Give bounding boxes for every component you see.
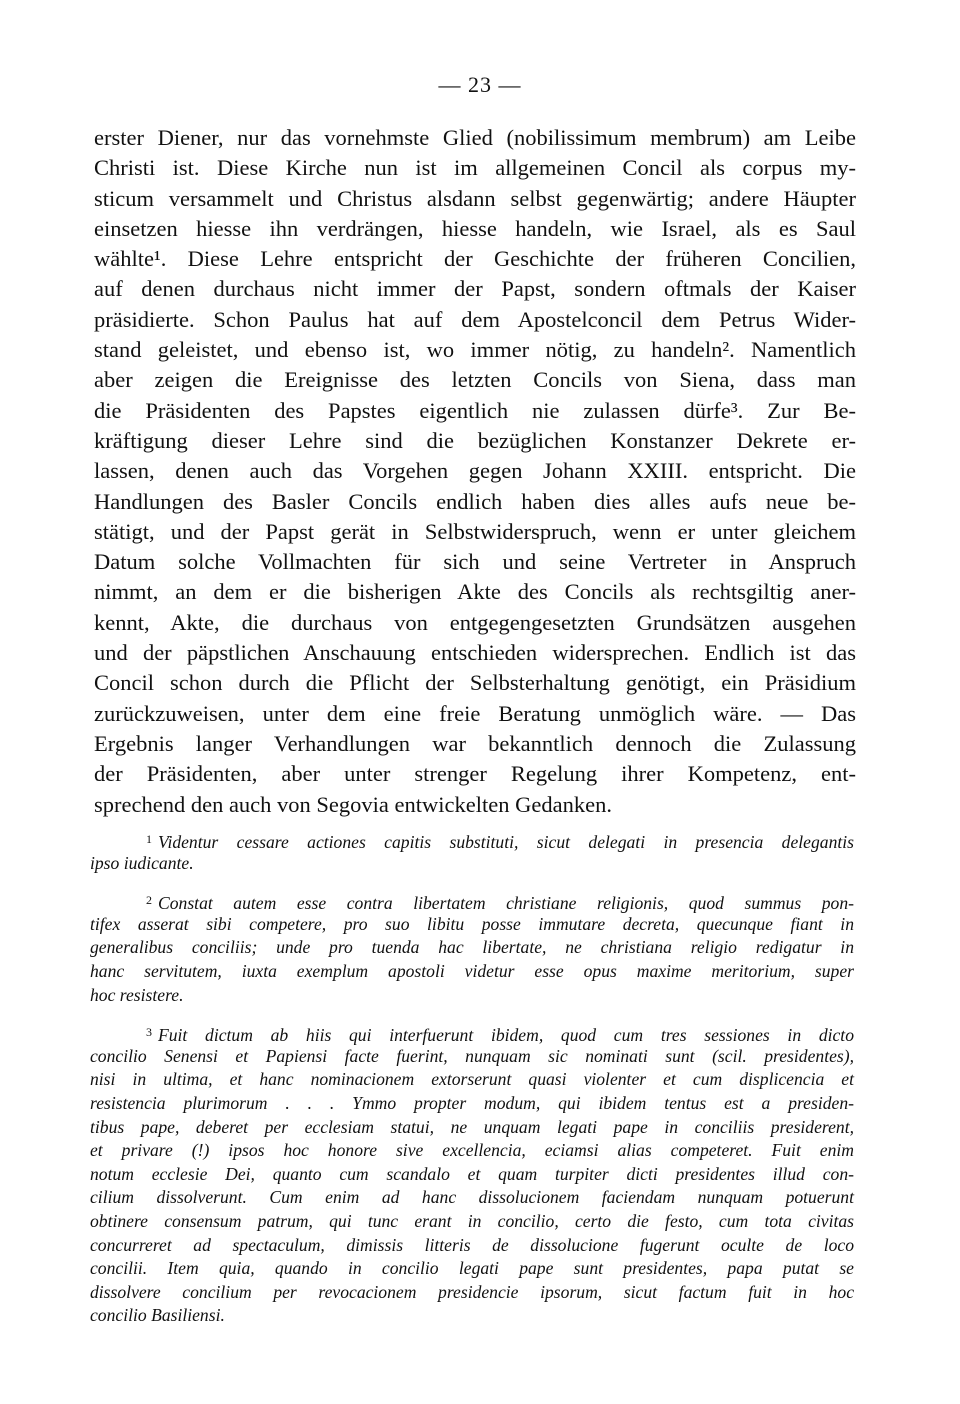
footnote-line: tibus pape, deberet per ecclesiam statui, ne unquam legati pape in conciliis presiderent, bbox=[90, 1116, 854, 1137]
footnote-line: hanc servitutem, iuxta exemplum apostoli videtur esse opus maxime meritorium, super bbox=[90, 960, 854, 981]
text-line: auf denen durchaus nicht immer der Papst, sondern oftmals der Kaiser bbox=[94, 276, 856, 302]
footnote-line: et privare (!) ipsos hoc honore sive excellencia, eciamsi alias competeret. Fuit enim bbox=[90, 1140, 854, 1161]
text-line: präsidierte. Schon Paulus hat auf dem Apostelconcil dem Petrus Wider- bbox=[94, 306, 856, 332]
footnote-text: Constat autem esse contra libertatem christiane religionis, quod summus pon- bbox=[158, 893, 854, 914]
footnote-1 bbox=[90, 828, 854, 875]
text-line: sprechend den auch von Segovia entwickelten Gedanken. bbox=[94, 791, 612, 817]
footnote-line bbox=[90, 828, 854, 852]
page-number: — 23 — bbox=[438, 72, 522, 97]
footnote-line: ipso iudicante. bbox=[90, 852, 194, 873]
footnote-line: notum ecclesie Dei, quanto cum scandalo et quam turpiter dicti presidentes illud con- bbox=[90, 1163, 854, 1184]
text-line: stand geleistet, und ebenso ist, wo immer nötig, zu handeln². Namentlich bbox=[94, 337, 856, 363]
footnotes bbox=[90, 828, 854, 1342]
footnote-3 bbox=[90, 1021, 854, 1328]
text-line: einsetzen hiesse ihn verdrängen, hiesse handeln, wie Israel, als es Saul bbox=[94, 215, 856, 241]
text-line: und der päpstlichen Anschauung entschieden widersprechen. Endlich ist das bbox=[94, 640, 856, 666]
text-line: Christi ist. Diese Kirche nun ist im allgemeinen Concil als corpus my- bbox=[94, 155, 856, 181]
text-line: erster Diener, nur das vornehmste Glied (nobilissimum membrum) am Leibe bbox=[94, 125, 856, 150]
text-line: stätigt, und der Papst gerät in Selbstwiderspruch, wenn er unter gleichem bbox=[94, 518, 856, 544]
text-line: wählte¹. Diese Lehre entspricht der Geschichte der früheren Concilien, bbox=[94, 246, 856, 272]
text-line: kräftigung dieser Lehre sind die bezüglichen Konstanzer Dekrete er- bbox=[94, 427, 856, 453]
text-line: sticum versammelt und Christus alsdann selbst gegenwärtig; andere Häupter bbox=[94, 185, 856, 211]
footnote-marker: 2 bbox=[146, 893, 152, 908]
text-line: Concil schon durch die Pflicht der Selbsterhaltung genötigt, ein Präsidium bbox=[94, 670, 856, 696]
footnote-line: hoc resistere. bbox=[90, 984, 184, 1005]
footnote-marker: 1 bbox=[146, 832, 152, 846]
footnote-line: concilio Basiliensi. bbox=[90, 1305, 225, 1326]
text-line: nimmt, an dem er die bisherigen Akte des Concils als rechtsgiltig aner- bbox=[94, 579, 856, 605]
footnote-2 bbox=[90, 889, 854, 1007]
text-line: lassen, denen auch das Vorgehen gegen Johann XXIII. entspricht. Die bbox=[94, 458, 856, 484]
footnote-marker: 3 bbox=[146, 1025, 152, 1040]
footnote-line: concurreret ad spectaculum, dimissis litteris de dissolucione fugerunt oculte de loco bbox=[90, 1234, 854, 1255]
text-line: aber zeigen die Ereignisse des letzten Concils von Siena, dass man bbox=[94, 367, 856, 393]
footnote-line bbox=[90, 1021, 854, 1045]
text-line: Datum solche Vollmachten für sich und seine Vertreter in Anspruch bbox=[94, 549, 856, 575]
footnote-line: cilium dissolverunt. Cum enim ad hanc dissolucionem faciendam nunquam potuerunt bbox=[90, 1187, 854, 1208]
footnote-line: resistencia plurimorum . . . Ymmo propter modum, qui ibidem tentus est a presiden- bbox=[90, 1092, 854, 1113]
footnote-line: obtinere consensum patrum, qui tunc erant in concilio, certo die festo, cum tota civitas bbox=[90, 1210, 854, 1231]
footnote-text: Videntur cessare actiones capitis substituti, sicut delegati in presencia delegantis bbox=[158, 832, 854, 852]
footnote-text: Fuit dictum ab hiis qui interfuerunt ibidem, quod cum tres sessiones in dicto bbox=[158, 1025, 854, 1046]
text-line: die Präsidenten des Papstes eigentlich nie zulassen dürfe³. Zur Be- bbox=[94, 397, 856, 423]
text-line: zurückzuweisen, unter dem eine freie Beratung unmöglich wäre. — Das bbox=[94, 700, 856, 726]
text-line: Handlungen des Basler Concils endlich haben dies alles aufs neue be- bbox=[94, 488, 856, 514]
text-line: Ergebnis langer Verhandlungen war bekanntlich dennoch die Zulassung bbox=[94, 730, 856, 756]
footnote-line: dissolvere concilium per revocacionem presidencie ipsorum, sicut factum fuit in hoc bbox=[90, 1281, 854, 1302]
footnote-line bbox=[90, 889, 854, 913]
text-line: der Präsidenten, aber unter strenger Regelung ihrer Kompetenz, ent- bbox=[94, 761, 856, 787]
footnote-line: generalibus conciliis; unde pro tuenda hac libertate, ne christiana religio redigatur in bbox=[90, 937, 854, 958]
footnote-line: tifex asserat sibi competere, pro suo libitu posse immutare decreta, quecunque fiant in bbox=[90, 913, 854, 934]
text-line: kennt, Akte, die durchaus von entgegengesetzten Grundsätzen ausgehen bbox=[94, 609, 856, 635]
footnote-line: concilio Senensi et Papiensi facte fuerint, nunquam sic nominati sunt (scil. presidentes), bbox=[90, 1045, 854, 1066]
footnote-line: concilii. Item quia, quando in concilio legati pape sunt presidentes, papa putat se bbox=[90, 1258, 854, 1279]
footnote-line: nisi in ultima, et hanc nominacionem extorserunt quasi violenter et cum displicencia et bbox=[90, 1069, 854, 1090]
main-text bbox=[94, 123, 856, 820]
